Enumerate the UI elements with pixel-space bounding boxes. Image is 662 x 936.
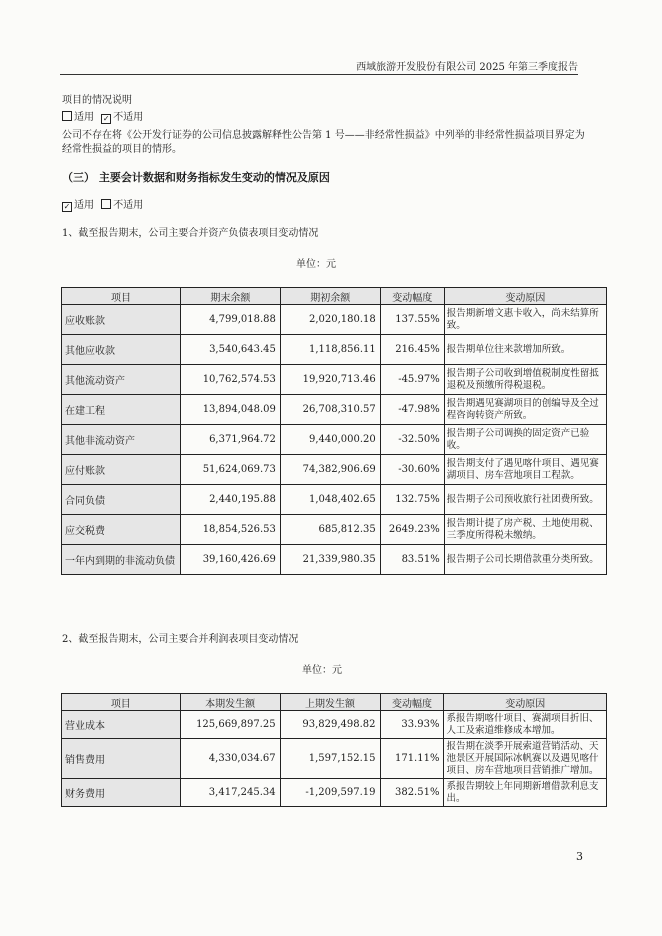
row-end-balance: 13,894,048.09 bbox=[180, 395, 280, 425]
row-reason: 报告期在淡季开展索道营销活动、天池景区开展国际冰帆赛以及遇见喀什项目、房车营地项目营销推广增加。 bbox=[444, 739, 607, 779]
column-header: 变动原因 bbox=[444, 288, 606, 305]
row-reason: 报告期支付了遇见喀什项目、遇见赛湖项目、房车营地项目工程款。 bbox=[444, 455, 606, 485]
row-current-amount: 3,417,245.34 bbox=[180, 779, 280, 807]
income-unit: 单位：元 bbox=[302, 665, 342, 676]
row-change: 216.45% bbox=[380, 335, 444, 365]
table-row bbox=[62, 455, 607, 485]
column-header: 项目 bbox=[62, 288, 181, 305]
row-item: 其他非流动资产 bbox=[62, 425, 181, 455]
table-row bbox=[62, 335, 607, 365]
header-title: 西域旅游开发股份有限公司 2025 年第三季度报告 bbox=[356, 62, 578, 73]
row-current-amount: 4,330,034.67 bbox=[180, 739, 280, 779]
not-applicable-label: 不适用 bbox=[113, 112, 144, 123]
income-statement-table bbox=[61, 693, 607, 807]
applicable-label: 适用 bbox=[74, 112, 94, 123]
row-end-balance: 39,160,426.69 bbox=[180, 545, 280, 575]
table-row bbox=[62, 425, 607, 455]
page-header bbox=[60, 56, 578, 75]
row-change: -32.50% bbox=[380, 425, 444, 455]
table-row bbox=[62, 305, 607, 335]
row-change: 382.51% bbox=[380, 779, 444, 807]
applicable-checkbox[interactable] bbox=[62, 111, 72, 121]
nonrecurring-text-line2: 经常性损益的项目的情形。 bbox=[62, 144, 182, 155]
row-end-balance: 4,799,018.88 bbox=[180, 305, 280, 335]
row-change: 137.55% bbox=[380, 305, 444, 335]
row-reason: 报告期计提了房产税、土地使用税、三季度所得税未缴纳。 bbox=[444, 515, 606, 545]
row-end-balance: 10,762,574.53 bbox=[180, 365, 280, 395]
row-item: 合同负债 bbox=[62, 485, 181, 515]
row-reason: 报告期遇见赛湖项目的创编导及全过程咨询转资产所致。 bbox=[444, 395, 606, 425]
row-reason: 系报告期较上年同期新增借款利息支出。 bbox=[444, 779, 607, 807]
row-change: 33.93% bbox=[380, 711, 444, 739]
row-item: 应收账款 bbox=[62, 305, 181, 335]
row-reason: 报告期单位往来款增加所致。 bbox=[444, 335, 606, 365]
table-row bbox=[62, 365, 607, 395]
section3-applicable-label: 适用 bbox=[74, 200, 94, 211]
table-row bbox=[62, 395, 607, 425]
row-reason: 报告期子公司长期借款重分类所致。 bbox=[444, 545, 606, 575]
row-end-balance: 6,371,964.72 bbox=[180, 425, 280, 455]
column-header: 上期发生额 bbox=[280, 694, 380, 711]
row-begin-balance: 74,382,906.69 bbox=[280, 455, 380, 485]
row-previous-amount: -1,209,597.19 bbox=[280, 779, 380, 807]
table-header-row bbox=[62, 694, 607, 711]
row-end-balance: 2,440,195.88 bbox=[180, 485, 280, 515]
column-header: 变动幅度 bbox=[380, 694, 444, 711]
row-item: 营业成本 bbox=[62, 711, 181, 739]
row-current-amount: 125,669,897.25 bbox=[180, 711, 280, 739]
row-item: 其他流动资产 bbox=[62, 365, 181, 395]
section3-applicable-checkbox-checked[interactable]: ✓ bbox=[63, 202, 71, 211]
section3-not-applicable-label: 不适用 bbox=[113, 200, 144, 211]
table-header-row bbox=[62, 288, 607, 305]
row-end-balance: 18,854,526.53 bbox=[180, 515, 280, 545]
not-applicable-checkbox-checked[interactable]: ✓ bbox=[102, 114, 110, 123]
row-item: 其他应收款 bbox=[62, 335, 181, 365]
table-row bbox=[62, 485, 607, 515]
row-item: 应付账款 bbox=[62, 455, 181, 485]
row-change: -45.97% bbox=[380, 365, 444, 395]
row-item: 在建工程 bbox=[62, 395, 181, 425]
row-reason: 报告期子公司收到增值税制度性留抵退税及预缴所得税退税。 bbox=[444, 365, 606, 395]
nonrecurring-text-line1: 公司不存在将《公开发行证券的公司信息披露解释性公告第 1 号——非经常性损益》中列举的非经常性损益项目界定为 bbox=[62, 130, 585, 141]
row-end-balance: 3,540,643.45 bbox=[180, 335, 280, 365]
row-begin-balance: 19,920,713.46 bbox=[280, 365, 380, 395]
balance-unit: 单位：元 bbox=[296, 259, 336, 270]
row-end-balance: 51,624,069.73 bbox=[180, 455, 280, 485]
row-change: 171.11% bbox=[380, 739, 444, 779]
balance-intro: 1、截至报告期末，公司主要合并资产负债表项目变动情况 bbox=[62, 228, 319, 239]
table-row bbox=[62, 779, 607, 807]
row-reason: 系报告期喀什项目、赛湖项目折旧、人工及索道维修成本增加。 bbox=[444, 711, 607, 739]
row-begin-balance: 685,812.35 bbox=[280, 515, 380, 545]
row-reason: 报告期子公司预收旅行社团费所致。 bbox=[444, 485, 606, 515]
row-begin-balance: 21,339,980.35 bbox=[280, 545, 380, 575]
row-begin-balance: 9,440,000.20 bbox=[280, 425, 380, 455]
section3-options bbox=[62, 199, 143, 213]
row-reason: 报告期子公司调换的固定资产已验收。 bbox=[444, 425, 606, 455]
nonrecurring-options bbox=[62, 111, 143, 125]
table-row bbox=[62, 711, 607, 739]
row-begin-balance: 26,708,310.57 bbox=[280, 395, 380, 425]
row-item: 销售费用 bbox=[62, 739, 181, 779]
row-begin-balance: 1,048,402.65 bbox=[280, 485, 380, 515]
section3-heading: （三） 主要会计数据和财务指标发生变动的情况及原因 bbox=[62, 171, 330, 184]
column-header: 变动幅度 bbox=[380, 288, 444, 305]
column-header: 本期发生额 bbox=[180, 694, 280, 711]
row-change: 2649.23% bbox=[380, 515, 444, 545]
income-intro: 2、截至报告期末，公司主要合并利润表项目变动情况 bbox=[62, 634, 299, 645]
balance-sheet-table bbox=[61, 287, 607, 575]
row-previous-amount: 93,829,498.82 bbox=[280, 711, 380, 739]
row-item: 应交税费 bbox=[62, 515, 181, 545]
column-header: 期末余额 bbox=[180, 288, 280, 305]
row-reason: 报告期新增文惠卡收入，尚未结算所致。 bbox=[444, 305, 606, 335]
column-header: 期初余额 bbox=[280, 288, 380, 305]
row-begin-balance: 1,118,856.11 bbox=[280, 335, 380, 365]
column-header: 变动原因 bbox=[444, 694, 607, 711]
row-previous-amount: 1,597,152.15 bbox=[280, 739, 380, 779]
row-item: 财务费用 bbox=[62, 779, 181, 807]
section3-not-applicable-checkbox[interactable] bbox=[101, 199, 111, 209]
row-change: 83.51% bbox=[380, 545, 444, 575]
row-begin-balance: 2,020,180.18 bbox=[280, 305, 380, 335]
nonrecurring-title: 项目的情况说明 bbox=[62, 95, 132, 106]
table-row bbox=[62, 545, 607, 575]
row-change: -47.98% bbox=[380, 395, 444, 425]
table-row bbox=[62, 515, 607, 545]
table-row bbox=[62, 739, 607, 779]
row-change: -30.60% bbox=[380, 455, 444, 485]
row-change: 132.75% bbox=[380, 485, 444, 515]
column-header: 项目 bbox=[62, 694, 181, 711]
row-item: 一年内到期的非流动负债 bbox=[62, 545, 181, 575]
page-number: 3 bbox=[576, 850, 583, 863]
